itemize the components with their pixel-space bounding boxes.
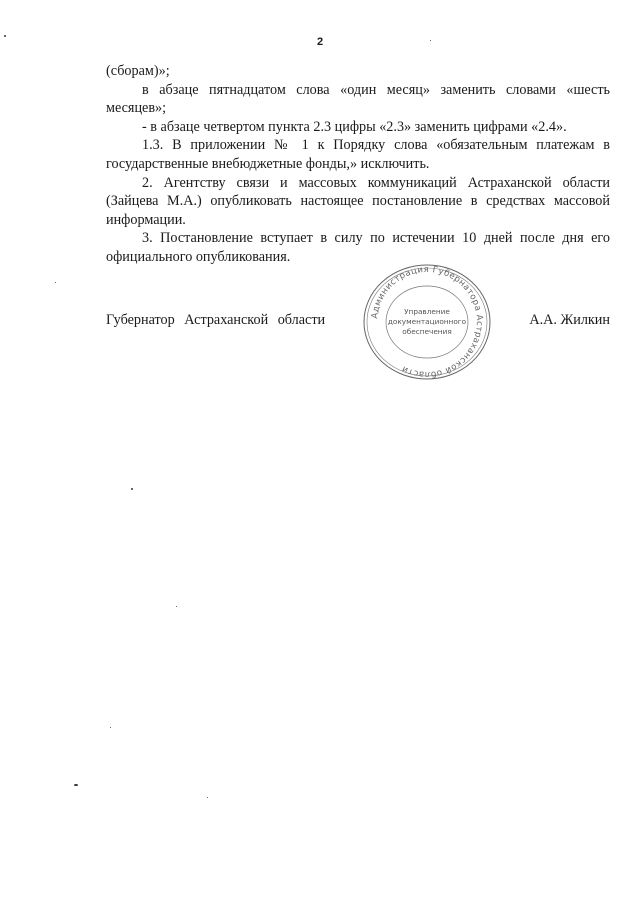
- paragraph-3: - в абзаце четвертом пункта 2.3 цифры «2.3» заменить цифрами «2.4».: [142, 118, 567, 135]
- seal-outer-text: Администрация Губернатора Астраханской области: [370, 264, 485, 380]
- seal-inner-line-3: обеспечения: [402, 327, 452, 336]
- scan-speck: [207, 797, 208, 798]
- scan-speck: [74, 784, 78, 786]
- paragraph-5: 2. Агентству связи и массовых коммуникаций Астраханской области (Зайцева М.А.) опубликовать настоящее постановление в средствах массовой информации.: [106, 174, 610, 228]
- paragraph-2: в абзаце пятнадцатом слова «один месяц» заменить словами «шесть месяцев»;: [106, 81, 610, 117]
- scan-speck: [110, 727, 111, 728]
- paragraph-4: 1.3. В приложении № 1 к Порядку слова «обязательным платежам в государственные внебюджетные фонды,» исключить.: [106, 137, 610, 172]
- seal-graphic: [359, 262, 495, 382]
- signatory-title: Губернатор Астраханской области: [106, 312, 326, 328]
- page-number: 2: [316, 36, 324, 48]
- scan-speck: [4, 35, 6, 37]
- official-seal: [359, 262, 495, 382]
- scan-speck: [131, 488, 133, 490]
- document-body: [106, 62, 610, 267]
- signatory-name: А.А. Жилкин: [529, 312, 610, 328]
- scan-speck: [430, 40, 431, 41]
- paragraph-6: 3. Постановление вступает в силу по истечении 10 дней после дня его официального опубликования.: [106, 230, 610, 265]
- seal-inner-line-2: документационного: [387, 317, 467, 326]
- scan-speck: [55, 282, 56, 283]
- seal-inner-line-1: Управление: [404, 307, 450, 316]
- scan-speck: [176, 606, 177, 607]
- paragraph-1: (сборам)»;: [106, 63, 170, 79]
